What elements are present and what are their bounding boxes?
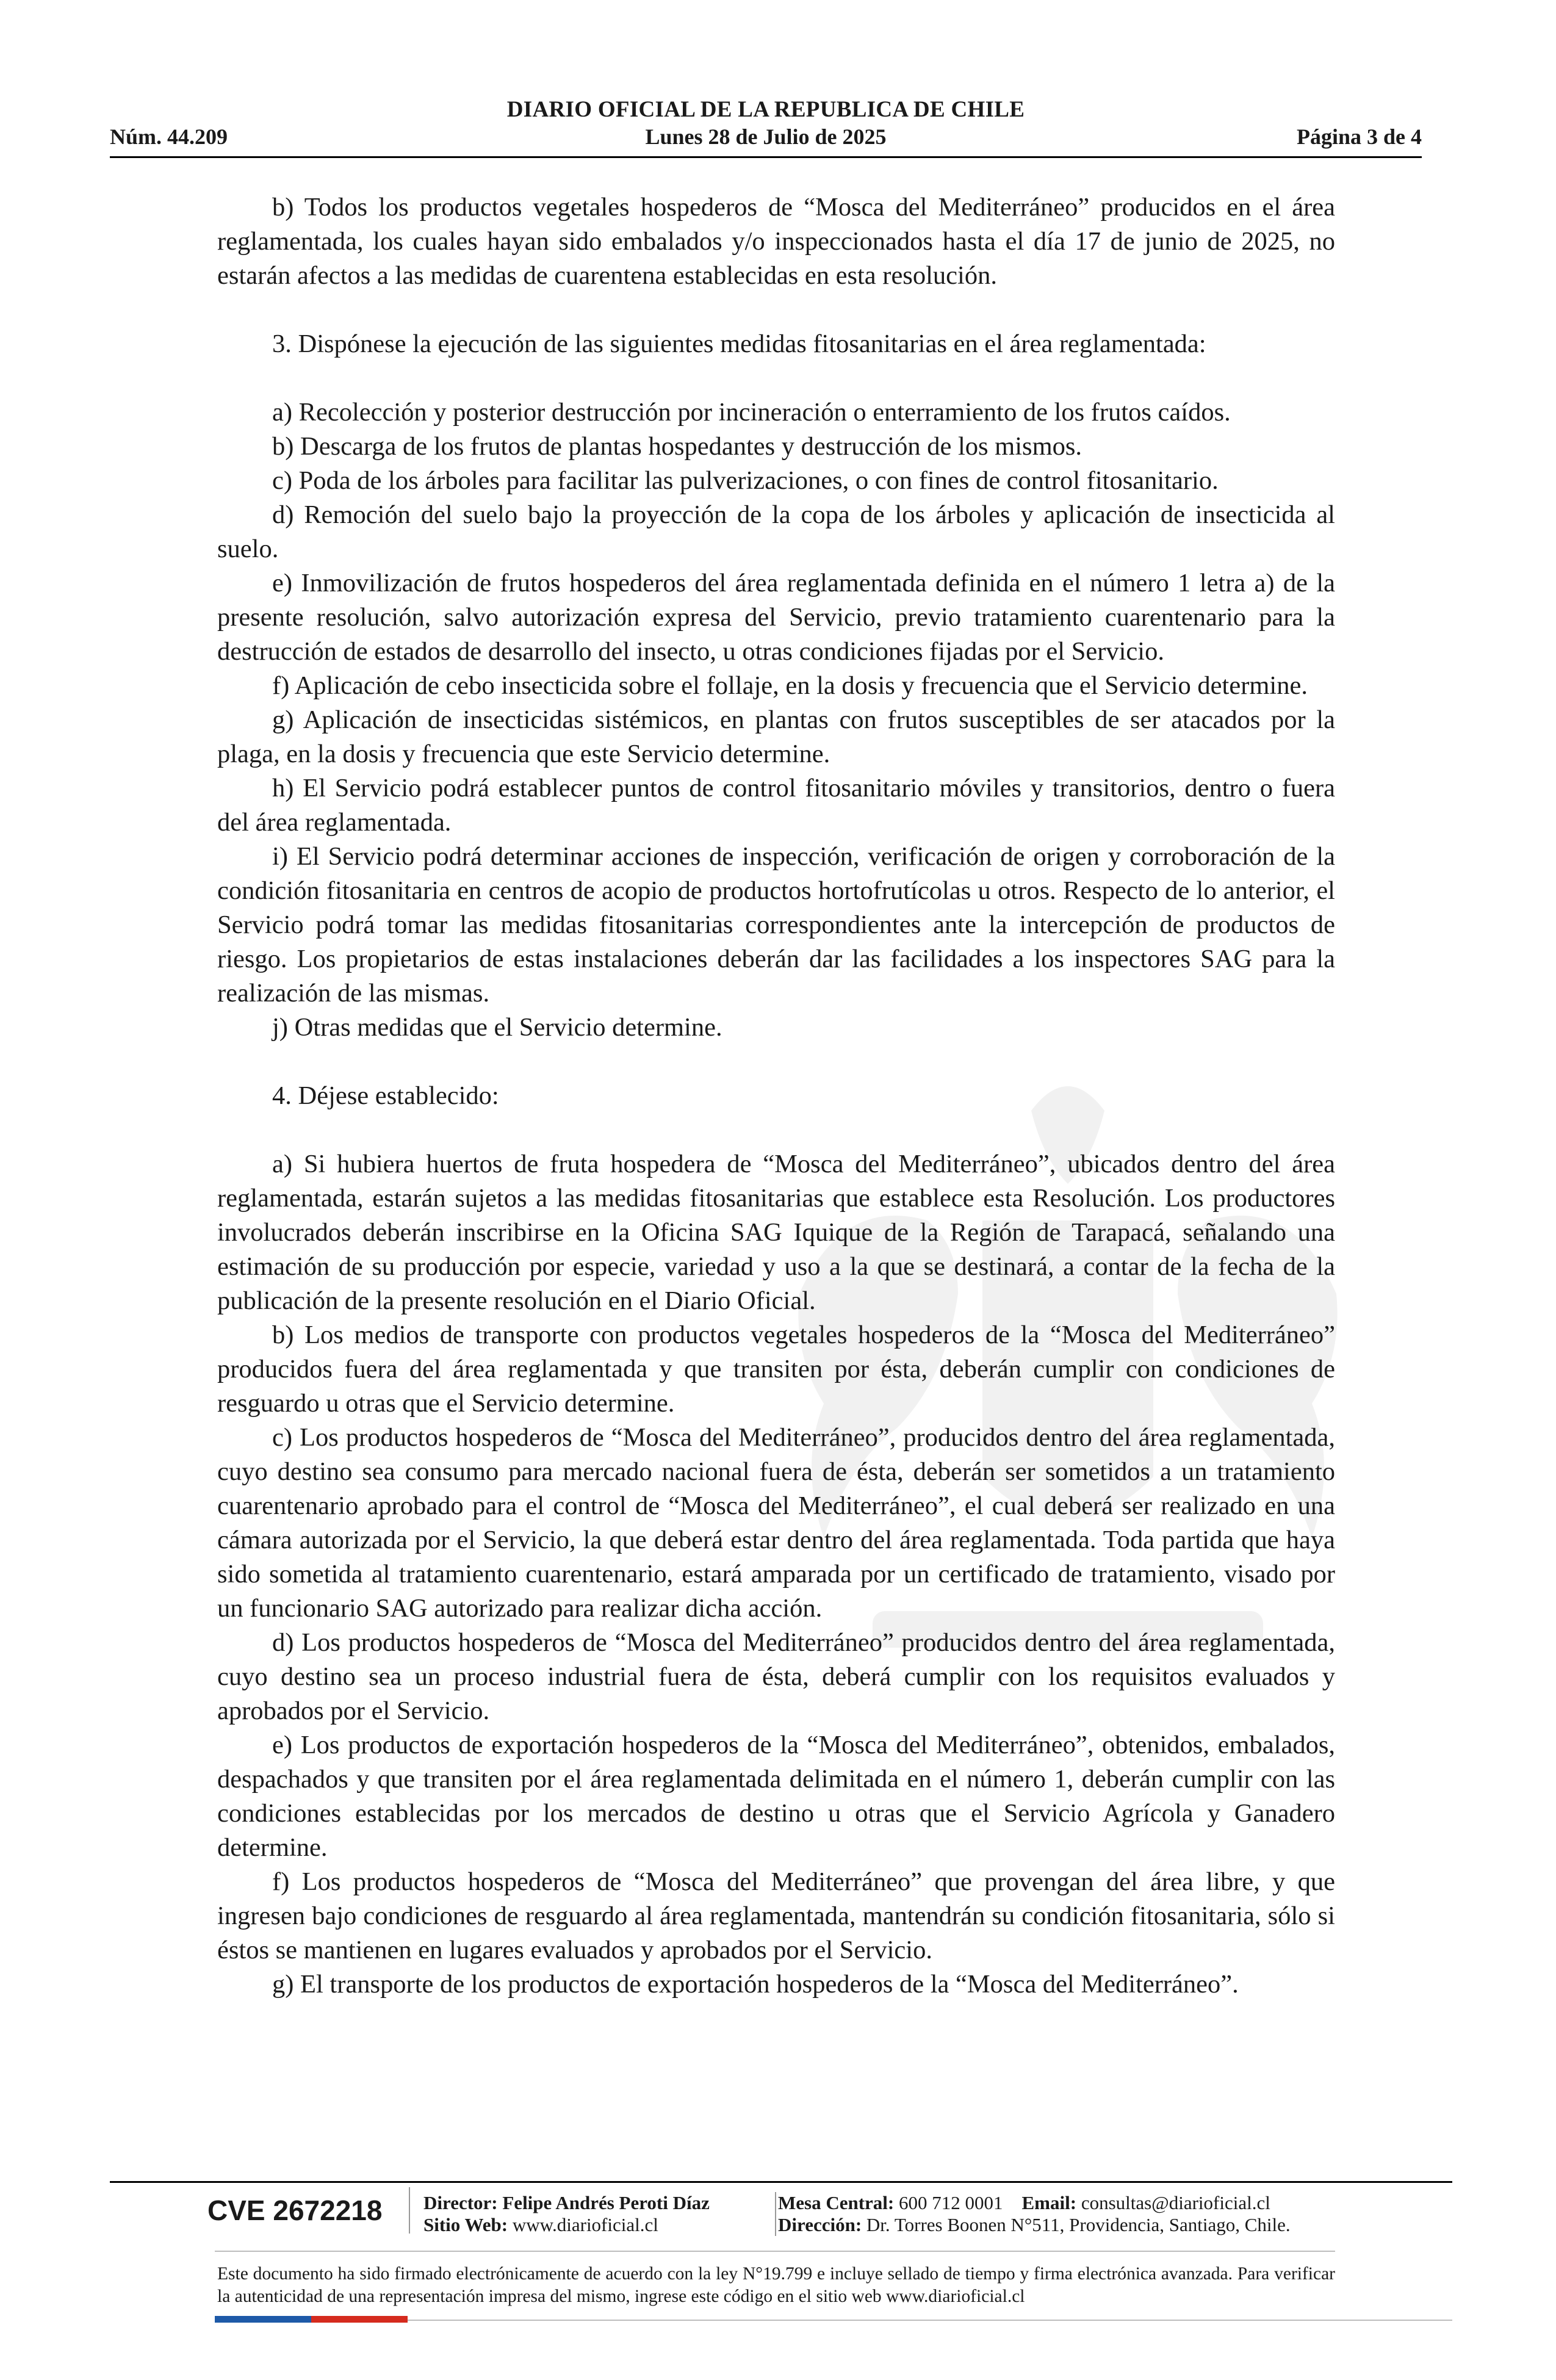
email-link[interactable]: consultas@diarioficial.cl (1081, 2192, 1270, 2213)
paragraph-4b: b) Los medios de transporte con productos vegetales hospederos de la “Mosca del Mediterráneo” producidos fuera del área reglamentada y que transiten por ésta, deberán cumplir con condiciones de resguardo u otras que el Servicio determine. (217, 1321, 1335, 1418)
cve-code: CVE 2672218 (207, 2187, 410, 2234)
paragraph-section-3: 3. Dispónese la ejecución de las siguientes medidas fitosanitarias en el área reglamentada: (272, 330, 1206, 358)
paragraph-4g: g) El transporte de los productos de exportación hospederos de la “Mosca del Mediterráneo”. (272, 1970, 1239, 1999)
website-line (423, 2214, 765, 2236)
phone-label: Mesa Central: (778, 2192, 895, 2213)
paragraph-4a: a) Si hubiera huertos de fruta hospedera de “Mosca del Mediterráneo”, ubicados dentro del área reglamentada, estarán sujetos a las medidas fitosanitarias que establece esta Resolución. Los productores involucrados deberán inscribirse en la Oficina SAG Iquique de la Región de Tarapacá, señalando una estimación de su producción por especie, variedad y uso a la que se destinará, a contar de la fecha de la publicación de la presente resolución en el Diario Oficial. (217, 1150, 1335, 1315)
footer-contact-block (778, 2192, 1425, 2236)
paragraph-3a: a) Recolección y posterior destrucción por incineración o enterramiento de los frutos caídos. (272, 398, 1231, 427)
paragraph-4d: d) Los productos hospederos de “Mosca del Mediterráneo” producidos dentro del área reglamentada, cuyo destino sea un proceso industrial fuera de ésta, deberá cumplir con los requisitos evaluados y aprobados por el Servicio. (217, 1628, 1335, 1725)
flag-bar (215, 2316, 408, 2323)
contact-line (778, 2192, 1425, 2214)
paragraph-2b: b) Todos los productos vegetales hospederos de “Mosca del Mediterráneo” producidos en el área reglamentada, los cuales hayan sido embalados y/o inspeccionados hasta el día 17 de junio de 2025, no estarán afectos a las medidas de cuarentena establecidas en esta resolución. (217, 193, 1335, 290)
page-indicator: Página 3 de 4 (1296, 124, 1422, 149)
header-divider (110, 156, 1422, 158)
paragraph-3g: g) Aplicación de insecticidas sistémicos, en plantas con frutos susceptibles de ser atacados por la plaga, en la dosis y frecuencia que este Servicio determine. (217, 705, 1335, 768)
address-label: Dirección: (778, 2214, 862, 2235)
phone-number: 600 712 0001 (899, 2192, 1003, 2213)
footer-divider-top (110, 2181, 1452, 2183)
signature-note: Este documento ha sido firmado electrónicamente de acuerdo con la ley N°19.799 e incluye sellado de tiempo y firma electrónica avanzada. Para verificar la autenticidad de una representación impresa del mismo, ingrese este código en el sitio web www.diarioficial.cl (217, 2264, 1335, 2306)
paragraph-4e: e) Los productos de exportación hospederos de la “Mosca del Mediterráneo”, obtenidos, embalados, despachados y que transiten por el área reglamentada delimitada en el número 1, deberán cumplir con las condiciones establecidas por los mercados de destino u otras que el Servicio Agrícola y Ganadero determine. (217, 1731, 1335, 1862)
document-body (217, 190, 1335, 2002)
paragraph-3i: i) El Servicio podrá determinar acciones de inspección, verificación de origen y corroboración de la condición fitosanitaria en centros de acopio de productos hortofrutícolas u otros. Respecto de lo anterior, el Servicio podrá tomar las medidas fitosanitarias correspondientes ante la intercepción de productos de riesgo. Los propietarios de estas instalaciones deberán dar las facilidades a los inspectores SAG para la realización de las mismas. (217, 842, 1335, 1008)
paragraph-3j: j) Otras medidas que el Servicio determine. (272, 1013, 722, 1042)
paragraph-3h: h) El Servicio podrá establecer puntos de control fitosanitario móviles y transitorios, dentro o fuera del área reglamentada. (217, 774, 1335, 837)
publication-title: DIARIO OFICIAL DE LA REPUBLICA DE CHILE (506, 97, 1025, 122)
address-value: Dr. Torres Boonen N°511, Providencia, Santiago, Chile. (866, 2214, 1291, 2235)
flag-blue-segment (215, 2316, 311, 2323)
email-label: Email: (1021, 2192, 1077, 2213)
paragraph-3c: c) Poda de los árboles para facilitar las pulverizaciones, o con fines de control fitosanitario. (272, 466, 1219, 495)
issue-number: Núm. 44.209 (110, 124, 228, 149)
footer-director-block (423, 2192, 776, 2236)
paragraph-4f: f) Los productos hospederos de “Mosca del Mediterráneo” que provengan del área libre, y que ingresen bajo condiciones de resguardo al área reglamentada, mantendrán su condición fitosanitaria, sólo si éstos se mantienen en lugares evaluados y aprobados por el Servicio. (217, 1867, 1335, 1964)
paragraph-section-4: 4. Déjese establecido: (272, 1081, 499, 1110)
footer-divider-mid (215, 2251, 1335, 2252)
address-line (778, 2214, 1425, 2236)
director-label: Director: (423, 2192, 498, 2213)
website-link[interactable]: www.diarioficial.cl (512, 2214, 658, 2235)
website-label: Sitio Web: (423, 2214, 508, 2235)
paragraph-4c: c) Los productos hospederos de “Mosca del Mediterráneo”, producidos dentro del área reglamentada, cuyo destino sea consumo para mercado nacional fuera de ésta, deberán ser sometidos a un tratamiento cuarentenario aprobado para el control de “Mosca del Mediterráneo”, el cual deberá ser realizado en una cámara autorizada por el Servicio, la que deberá estar dentro del área reglamentada. Toda partida que haya sido sometida al tratamiento cuarentenario, estará amparada por un certificado de tratamiento, visado por un funcionario SAG autorizado para realizar dicha acción. (217, 1423, 1335, 1623)
director-name: Felipe Andrés Peroti Díaz (502, 2192, 710, 2213)
paragraph-3b: b) Descarga de los frutos de plantas hospedantes y destrucción de los mismos. (272, 432, 1082, 461)
footer-divider-bottom (408, 2320, 1452, 2321)
paragraph-3f: f) Aplicación de cebo insecticida sobre el follaje, en la dosis y frecuencia que el Servicio determine. (272, 671, 1308, 700)
issue-date: Lunes 28 de Julio de 2025 (645, 124, 887, 149)
director-line (423, 2192, 765, 2214)
page-header (110, 96, 1422, 157)
flag-red-segment (311, 2316, 408, 2323)
paragraph-3e: e) Inmovilización de frutos hospederos del área reglamentada definida en el número 1 letra a) de la presente resolución, salvo autorización expresa del Servicio, previo tratamiento cuarentenario para la destrucción de estados de desarrollo del insecto, u otras condiciones fijadas por el Servicio. (217, 569, 1335, 666)
paragraph-3d: d) Remoción del suelo bajo la proyección de la copa de los árboles y aplicación de insecticida al suelo. (217, 500, 1335, 563)
